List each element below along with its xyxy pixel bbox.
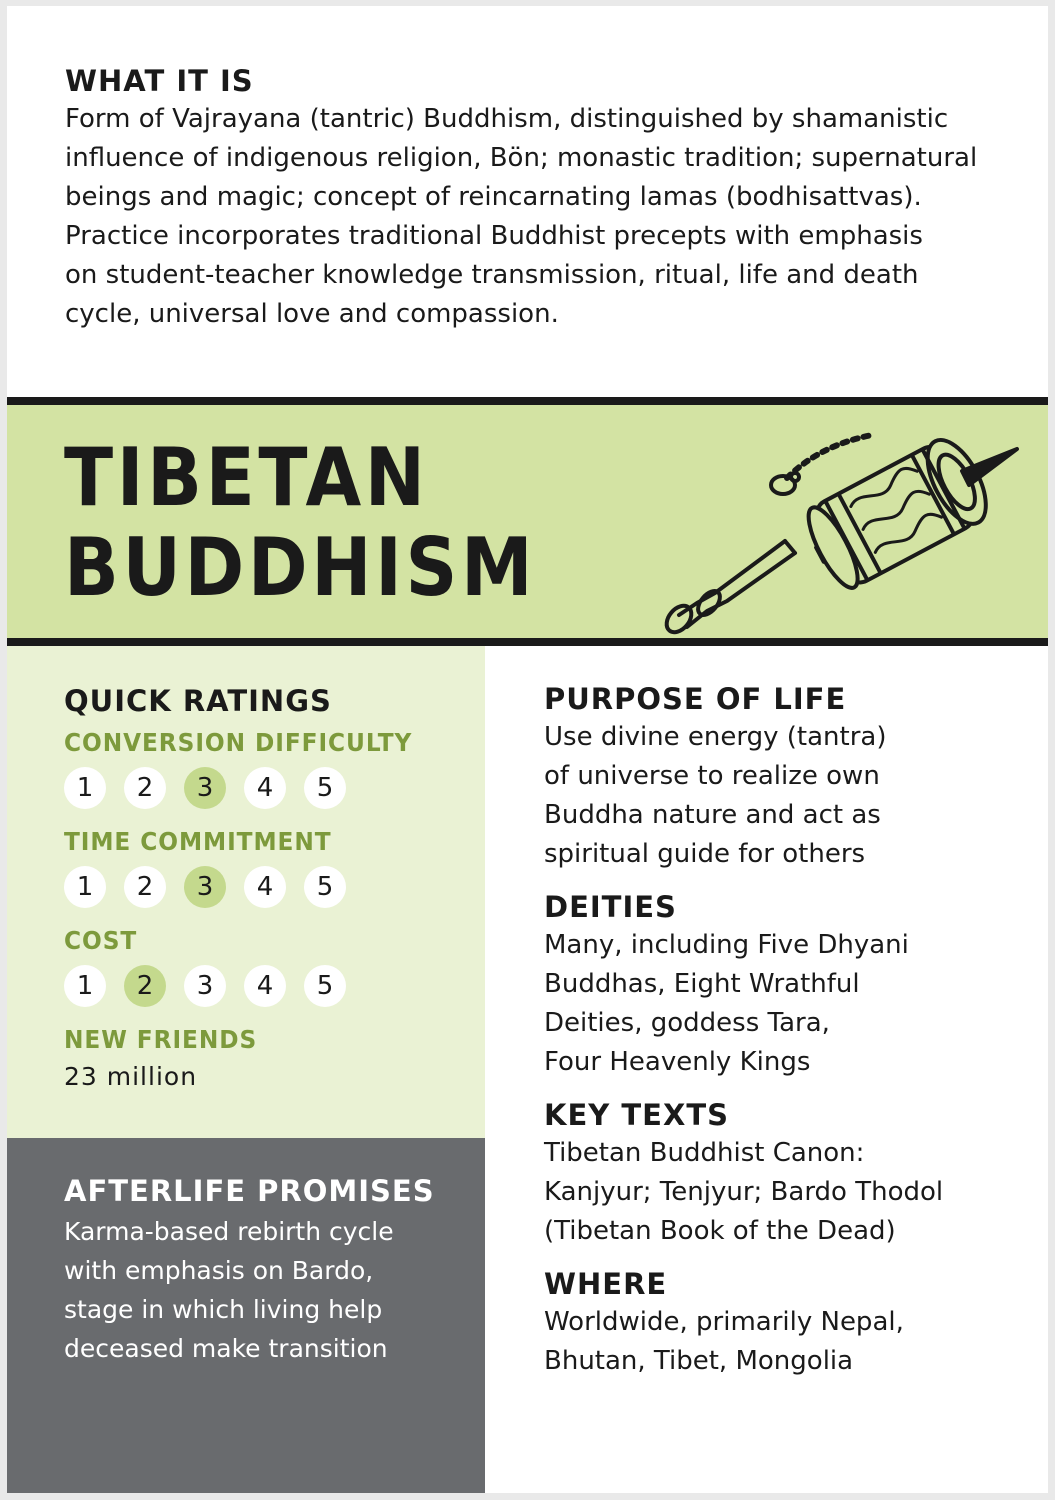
text-line: (Tibetan Book of the Dead) bbox=[544, 1216, 896, 1246]
text-line: Many, including Five Dhyani bbox=[544, 930, 909, 960]
page-title bbox=[64, 433, 536, 613]
text-line: with emphasis on Bardo, bbox=[64, 1256, 374, 1285]
info-card bbox=[7, 6, 1048, 1493]
title-line: TIBETAN bbox=[64, 431, 429, 524]
what-it-is-heading: WHAT IT IS bbox=[65, 64, 254, 98]
deities-text bbox=[544, 926, 1024, 1082]
afterlife-text bbox=[64, 1212, 464, 1368]
rating-circle: 4 bbox=[244, 767, 286, 809]
purpose-text bbox=[544, 718, 1024, 874]
rating-circle: 5 bbox=[304, 866, 346, 908]
text-line: Form of Vajrayana (tantric) Buddhism, distinguished by shamanistic bbox=[65, 104, 949, 134]
key-texts-section bbox=[544, 1098, 1024, 1251]
details-column bbox=[544, 682, 1024, 1397]
text-line: Karma-based rebirth cycle bbox=[64, 1217, 394, 1246]
rating-circle: 1 bbox=[64, 965, 106, 1007]
time-commitment-rating bbox=[64, 866, 439, 908]
rating-circle: 2 bbox=[124, 866, 166, 908]
conversion-difficulty-label: CONVERSION DIFFICULTY bbox=[64, 728, 413, 757]
where-text bbox=[544, 1303, 1024, 1381]
what-it-is-text bbox=[65, 100, 1015, 334]
text-line: influence of indigenous religion, Bön; monastic tradition; supernatural bbox=[65, 143, 978, 173]
key-texts-text bbox=[544, 1134, 1024, 1251]
text-line: deceased make transition bbox=[64, 1334, 388, 1363]
text-line: Kanjyur; Tenjyur; Bardo Thodol bbox=[544, 1177, 944, 1207]
text-line: Bhutan, Tibet, Mongolia bbox=[544, 1346, 854, 1376]
rating-circle: 4 bbox=[244, 965, 286, 1007]
text-line: Practice incorporates traditional Buddhist precepts with emphasis bbox=[65, 221, 923, 251]
rating-circle: 1 bbox=[64, 866, 106, 908]
cost-rating bbox=[64, 965, 439, 1007]
new-friends-label: NEW FRIENDS bbox=[64, 1025, 258, 1054]
title-line: BUDDHISM bbox=[64, 521, 537, 614]
rating-circle-selected: 3 bbox=[184, 866, 226, 908]
rating-circle: 4 bbox=[244, 866, 286, 908]
deities-heading: DEITIES bbox=[544, 890, 677, 924]
rating-circle: 1 bbox=[64, 767, 106, 809]
where-heading: WHERE bbox=[544, 1267, 668, 1301]
quick-ratings-panel bbox=[7, 646, 485, 1138]
text-line: Worldwide, primarily Nepal, bbox=[544, 1307, 904, 1337]
afterlife-panel bbox=[7, 1138, 485, 1493]
rating-circle: 2 bbox=[124, 767, 166, 809]
cost-label: COST bbox=[64, 926, 138, 955]
text-line: beings and magic; concept of reincarnating lamas (bodhisattvas). bbox=[65, 182, 922, 212]
where-section bbox=[544, 1267, 1024, 1381]
deities-section bbox=[544, 890, 1024, 1082]
purpose-section bbox=[544, 682, 1024, 874]
time-commitment-label: TIME COMMITMENT bbox=[64, 827, 332, 856]
rating-circle: 5 bbox=[304, 767, 346, 809]
title-band bbox=[7, 397, 1048, 646]
text-line: Buddha nature and act as bbox=[544, 800, 881, 830]
text-line: of universe to realize own bbox=[544, 761, 880, 791]
text-line: stage in which living help bbox=[64, 1295, 383, 1324]
afterlife-heading: AFTERLIFE PROMISES bbox=[64, 1174, 435, 1208]
prayer-wheel-icon bbox=[657, 413, 1027, 638]
new-friends-value: 23 million bbox=[64, 1062, 198, 1091]
rating-circle-selected: 2 bbox=[124, 965, 166, 1007]
rating-circle: 3 bbox=[184, 965, 226, 1007]
text-line: Four Heavenly Kings bbox=[544, 1047, 811, 1077]
key-texts-heading: KEY TEXTS bbox=[544, 1098, 729, 1132]
rating-circle-selected: 3 bbox=[184, 767, 226, 809]
purpose-heading: PURPOSE OF LIFE bbox=[544, 682, 847, 716]
text-line: on student-teacher knowledge transmission, ritual, life and death bbox=[65, 260, 919, 290]
quick-ratings-heading: QUICK RATINGS bbox=[64, 684, 332, 718]
text-line: Use divine energy (tantra) bbox=[544, 722, 887, 752]
conversion-difficulty-rating bbox=[64, 767, 439, 809]
text-line: Buddhas, Eight Wrathful bbox=[544, 969, 860, 999]
text-line: cycle, universal love and compassion. bbox=[65, 299, 559, 329]
what-it-is-section bbox=[65, 64, 1015, 334]
rating-circle: 5 bbox=[304, 965, 346, 1007]
text-line: Tibetan Buddhist Canon: bbox=[544, 1138, 865, 1168]
text-line: spiritual guide for others bbox=[544, 839, 866, 869]
text-line: Deities, goddess Tara, bbox=[544, 1008, 830, 1038]
